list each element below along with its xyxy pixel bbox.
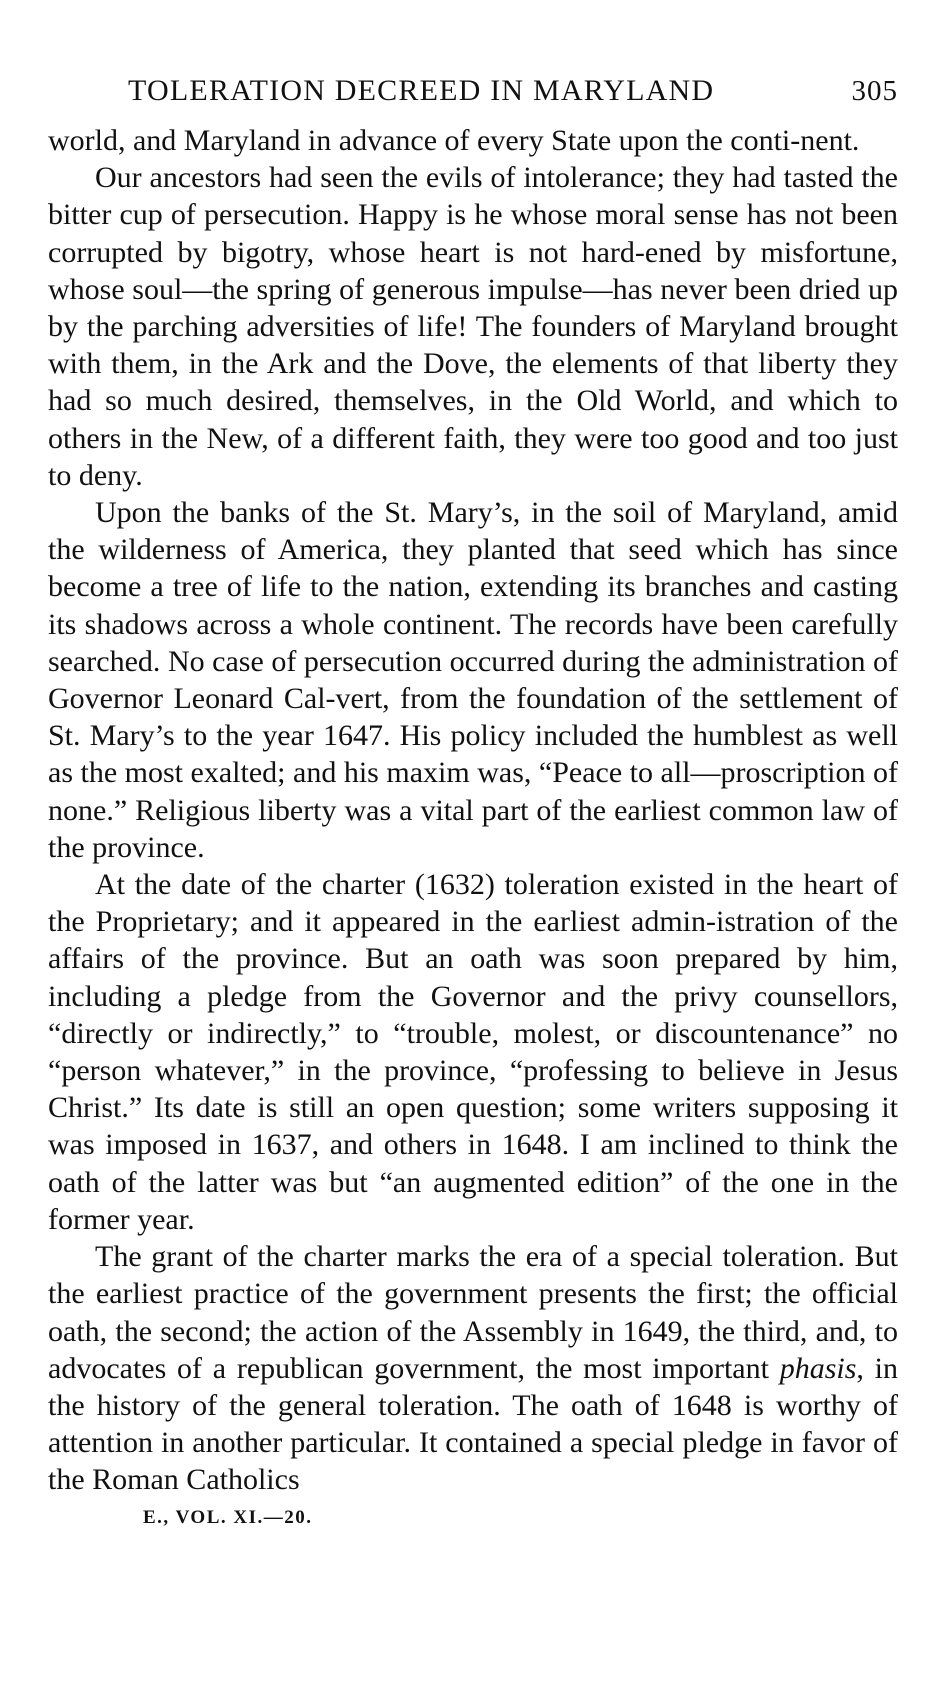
running-header (128, 68, 898, 114)
book-page (48, 68, 898, 1529)
paragraph-charter-date: At the date of the charter (1632) toleration existed in the heart of the Proprietary; and it appeared in the earliest admin-istration of the affairs of the province. But an oath was soon prepared by him, including a pledge from the Governor and the privy counsellors, “directly or indirectly,” to “trouble, molest, or discountenance” no “person whatever,” in the province, “professing to believe in Jesus Christ.” Its date is still an open question; some writers supposing it was imposed in 1637, and others in 1648. I am inclined to think the oath of the latter was but “an augmented edition” of the one in the former year. (48, 868, 898, 1236)
page-number: 305 (851, 75, 898, 107)
body-text (48, 122, 898, 1499)
italic-term: phasis (779, 1351, 857, 1385)
paragraph-charter-grant (48, 1238, 898, 1498)
paragraph-continuation: world, and Maryland in advance of every State upon the conti-nent. (48, 124, 860, 157)
paragraph-text-after-italic: , in the history of the general toleration. The oath of 1648 is worthy of attention in another particular. It contained a special pledge in favor of the Roman Catholics (48, 1351, 898, 1497)
paragraph-st-marys: Upon the banks of the St. Mary’s, in the soil of Maryland, amid the wilderness of America, they planted that seed which has since become a tree of life to the nation, extending its branches and casting its shadows across a whole continent. The records have been carefully searched. No case of persecution occurred during the administration of Governor Leonard Cal-vert, from the foundation of the settlement of St. Mary’s to the year 1647. His policy included the humblest as well as the most exalted; and his maxim was, “Peace to all—proscription of none.” Religious liberty was a vital part of the earliest common law of the province. (48, 496, 898, 864)
paragraph-text-before-italic: The grant of the charter marks the era of a special toleration. But the earliest practice of the government presents the first; the official oath, the second; the action of the Assembly in 1649, the third, and, to advocates of a republican government, the most important (48, 1240, 898, 1385)
paragraph-ancestors: Our ancestors had seen the evils of intolerance; they had tasted the bitter cup of persecution. Happy is he whose moral sense has not been corrupted by bigotry, whose heart is not hard-ened by misfortune, whose soul—the spring of generous impulse—has never been dried up by the parching adversities of life! The founders of Maryland brought with them, in the Ark and the Dove, the elements of that liberty they had so much desired, themselves, in the Old World, and which to others in the New, of a different faith, they were too good and too just to deny. (48, 161, 898, 492)
printer-signature: E., VOL. XI.—20. (143, 1506, 313, 1528)
chapter-title: TOLERATION DECREED IN MARYLAND (128, 74, 715, 107)
